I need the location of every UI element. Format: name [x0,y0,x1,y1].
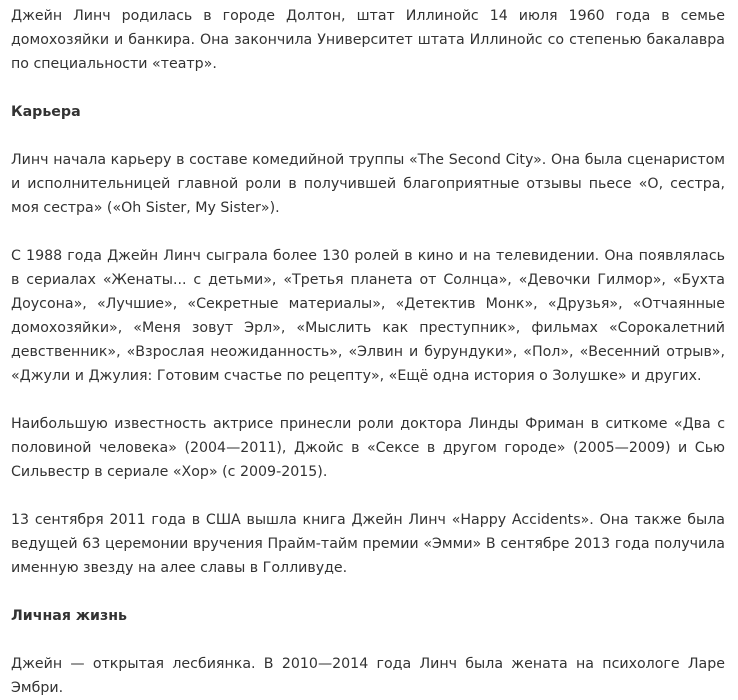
intro-paragraph: Джейн Линч родилась в городе Долтон, штат Иллинойс 14 июля 1960 года в семье домохозяйки и банкира. Она закончила Университет штата Иллинойс со степенью бакалавра по специальности «театр». [11,8,725,72]
career-paragraph-4: 13 сентября 2011 года в США вышла книга Джейн Линч «Happy Accidents». Она также была ведущей 63 церемонии вручения Прайм-тайм премии «Эмми» В сентябре 2013 года получила именную звезду на алее славы в Голливуде. [11,512,725,576]
article-body [0,4,738,700]
career-heading: Карьера [11,104,81,120]
career-paragraph-3: Наибольшую известность актрисе принесли роли доктора Линды Фриман в ситкоме «Два с половиной человека» (2004—2011), Джойс в «Сексе в другом городе» (2005—2009) и Сью Сильвестр в сериале «Хор» (с 2009-2015). [11,416,725,480]
personal-paragraph-1: Джейн — открытая лесбиянка. В 2010—2014 года Линч была жената на психологе Ларе Эмбри. [11,656,725,696]
career-paragraph-1: Линч начала карьеру в составе комедийной труппы «The Second City». Она была сценаристом и исполнительницей главной роли в получившей благоприятные отзывы пьесе «О, сестра, моя сестра» («Oh Sister, My Sister»). [11,152,725,216]
career-paragraph-2: С 1988 года Джейн Линч сыграла более 130 ролей в кино и на телевидении. Она появлялась в сериалах «Женаты... с детьми», «Третья планета от Солнца», «Девочки Гилмор», «Бухта Доусона», «Лучшие», «Секретные материалы», «Детектив Монк», «Друзья», «Отчаянные домохозяйки», «Меня зовут Эрл», «Мыслить как преступник», фильмах «Сорокалетний девственник», «Взрослая неожиданность», «Элвин и бурундуки», «Пол», «Весенний отрыв», «Джули и Джулия: Готовим счастье по рецепту», «Ещё одна история о Золушке» и других. [11,248,725,384]
personal-life-heading: Личная жизнь [11,608,127,624]
